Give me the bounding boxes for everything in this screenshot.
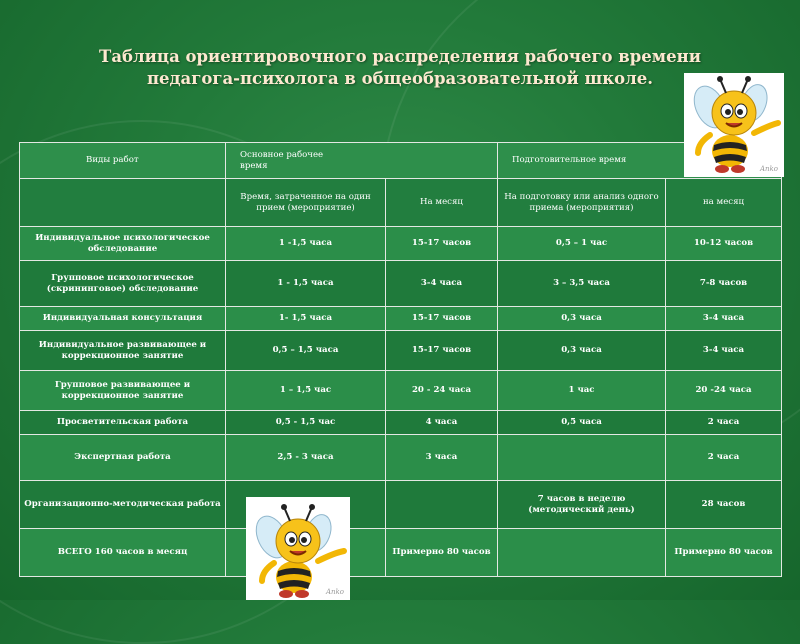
cell-per-event: 1 – 1,5 час [226,371,386,411]
cell-type: Групповое развивающее и коррекционное занятие [20,371,226,411]
cell-prep-month: 7-8 часов [666,261,782,307]
cell-per-event: 1 - 1,5 часа [226,261,386,307]
table-subheader-row [20,179,782,227]
header-prep-time: Подготовительное время [498,143,782,179]
cell-per-month: 20 - 24 часа [386,371,498,411]
cell-per-month: 3 часа [386,435,498,481]
subheader-prep-per-event: На подготовку или анализ одного приема (мероприятия) [498,179,666,227]
cell-per-month: 15-17 часов [386,307,498,331]
cell-prep-event: 1 час [498,371,666,411]
bee-signature: Anko [325,588,344,596]
cell-type: Организационно-методическая работа [20,481,226,529]
cell-type: Экспертная работа [20,435,226,481]
bee-icon [246,497,350,600]
cell-per-event: 0,5 - 1,5 час [226,411,386,435]
slide-title [60,46,740,90]
cell-prep-event: 0,3 часа [498,331,666,371]
cell-prep-month: 2 часа [666,435,782,481]
table-row [20,261,782,307]
cell-type: Индивидуальная консультация [20,307,226,331]
cell-prep-event: 7 часов в неделю (методический день) [498,481,666,529]
cell-per-event: 0,5 – 1,5 часа [226,331,386,371]
cell-type: Просветительская работа [20,411,226,435]
cell-per-month: 4 часа [386,411,498,435]
table-row [20,481,782,529]
cell-per-month: 3-4 часа [386,261,498,307]
cell-type: Индивидуальное развивающее и коррекционное занятие [20,331,226,371]
table-row [20,435,782,481]
table-row [20,411,782,435]
cell-prep-event: 3 – 3,5 часа [498,261,666,307]
cell-prep-month: 20 -24 часа [666,371,782,411]
cell-prep-month: 3-4 часа [666,307,782,331]
cell-prep-month: 28 часов [666,481,782,529]
cell-prep-event [498,435,666,481]
title-line-1: Таблица ориентировочного распределения рабочего времени [99,47,701,66]
cell-per-month: 15-17 часов [386,331,498,371]
cell-prep-event: 0,3 часа [498,307,666,331]
cell-per-event: 1- 1,5 часа [226,307,386,331]
cell-type: Индивидуальное психологическое обследование [20,227,226,261]
title-line-2: педагога-психолога в общеобразовательной школе. [146,69,654,88]
bee-icon [684,73,784,177]
subheader-per-event: Время, затраченное на один прием (мероприятие) [226,179,386,227]
table-row [20,371,782,411]
cell-type: Групповое психологическое (скрининговое) обследование [20,261,226,307]
cell-prep-month: 2 часа [666,411,782,435]
table-header-row [20,143,782,179]
subheader-empty [20,179,226,227]
work-time-table [19,142,782,577]
header-types: Виды работ [20,143,226,179]
cell-per-event: 2,5 - 3 часа [226,435,386,481]
cell-per-month: 15-17 часов [386,227,498,261]
bee-illustration-top [684,73,784,177]
header-main-time [226,143,498,179]
cell-type: ВСЕГО 160 часов в месяц [20,529,226,577]
cell-prep-event [498,529,666,577]
table-row [20,331,782,371]
cell-prep-month: 3-4 часа [666,331,782,371]
bee-signature: Anko [759,165,778,173]
table-row [20,529,782,577]
header-main-time-label: Основное рабочее время [240,149,324,171]
table-row [20,307,782,331]
subheader-per-month: На месяц [386,179,498,227]
cell-per-month: Примерно 80 часов [386,529,498,577]
cell-per-month [386,481,498,529]
cell-prep-event: 0,5 часа [498,411,666,435]
bee-illustration-bottom [246,497,350,600]
cell-per-event: 1 -1,5 часа [226,227,386,261]
subheader-prep-per-month: на месяц [666,179,782,227]
cell-prep-month: 10-12 часов [666,227,782,261]
cell-prep-event: 0,5 – 1 час [498,227,666,261]
cell-prep-month: Примерно 80 часов [666,529,782,577]
table-row [20,227,782,261]
